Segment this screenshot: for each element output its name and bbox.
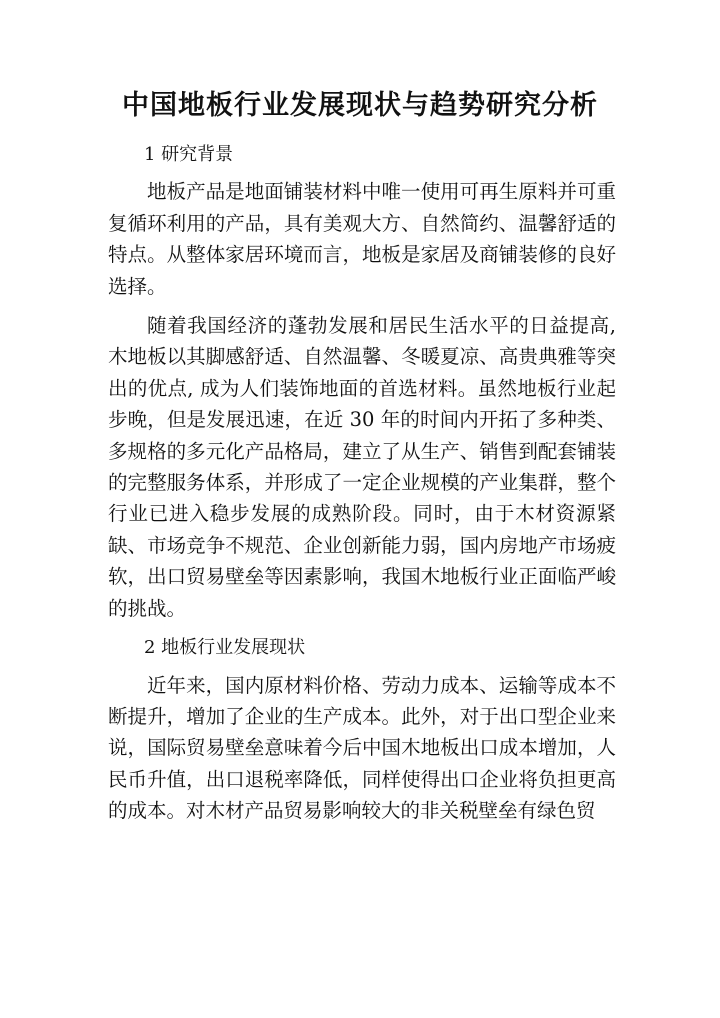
paragraph: 地板产品是地面铺装材料中唯一使用可再生原料并可重复循环利用的产品，具有美观大方、自然简约、温馨舒适的特点。从整体家居环境而言，地板是家居及商铺装修的良好选择。	[108, 180, 616, 298]
section-heading: 2 地板行业发展现状	[144, 637, 306, 659]
section-heading: 1 研究背景	[144, 144, 234, 165]
document-body	[108, 139, 616, 835]
paragraph: 随着我国经济的蓬勃发展和居民生活水平的日益提高, 木地板以其脚感舒适、自然温馨、冬暖夏凉、高贵典雅等突出的优点, 成为人们装饰地面的首选材料。虽然地板行业起步晚，但是发展迅速，在近 30 年的时间内开拓了多种类、多规格的多元化产品格局，建立了从生产、销售到配套铺装的完整服务体系，并形成了一定企业规模的产业集群，整个行业已进入稳步发展的成熟阶段。同时，由于木材资源紧缺、市场竞争不规范、企业创新能力弱，国内房地产市场疲软，出口贸易壁垒等因素影响，我国木地板行业正面临严峻的挑战。	[108, 314, 616, 620]
document-title: 中国地板行业发展现状与趋势研究分析	[122, 90, 598, 121]
paragraph: 近年来，国内原材料价格、劳动力成本、运输等成本不断提升，增加了企业的生产成本。此外，对于出口型企业来说，国际贸易壁垒意味着今后中国木地板出口成本增加，人民币升值，出口退税率降低，同样使得出口企业将负担更高的成本。对木材产品贸易影响较大的非关税壁垒有绿色贸	[108, 673, 616, 823]
